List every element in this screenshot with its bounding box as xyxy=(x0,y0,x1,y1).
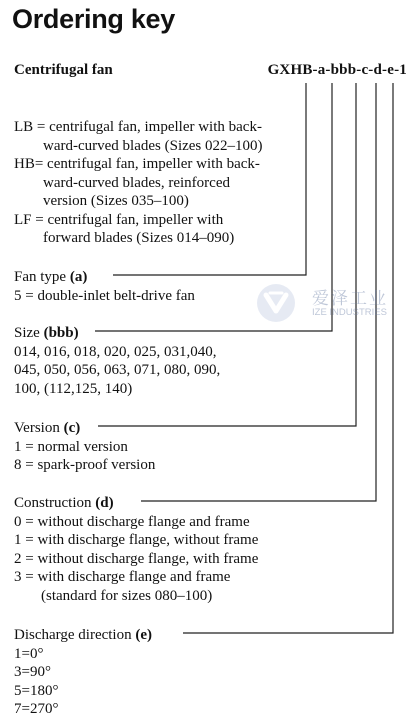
impeller-type-item: LF = centrifugal fan, impeller with xyxy=(14,211,224,228)
construction-code: (d) xyxy=(95,495,114,511)
impeller-type-item-continued: version (Sizes 035–100) xyxy=(43,193,189,209)
fan-type-option: 5 = double-inlet belt-drive fan xyxy=(14,287,195,304)
watermark-en-text: IZE INDUSTRIES xyxy=(312,307,387,318)
product-name: Centrifugal fan xyxy=(14,62,113,78)
construction-option: 2 = without discharge flange, with frame xyxy=(14,550,259,567)
size-section xyxy=(14,324,220,398)
version-heading: Version (c) xyxy=(14,420,81,436)
fan-type-heading: Fan type (a) xyxy=(14,269,88,285)
construction-option: 1 = with discharge flange, without frame xyxy=(14,532,259,548)
impeller-type-item: LB = centrifugal fan, impeller with back- xyxy=(14,119,262,135)
discharge-option: 1=0° xyxy=(14,645,44,662)
discharge-code: (e) xyxy=(135,627,153,643)
impeller-type-item-continued: ward-curved blades, reinforced xyxy=(43,174,230,191)
discharge-option: 7=270° xyxy=(14,701,59,717)
construction-heading: Construction (d) xyxy=(14,495,114,511)
watermark-logo-icon xyxy=(254,281,298,325)
size-values: 014, 016, 018, 020, 025, 031,040, xyxy=(14,343,217,360)
discharge-option: 5=180° xyxy=(14,682,59,699)
watermark xyxy=(250,281,400,325)
fan-type-code: (a) xyxy=(69,269,88,285)
discharge-heading: Discharge direction (e) xyxy=(14,627,153,643)
size-heading: Size (bbb) xyxy=(14,325,79,341)
impeller-type-item-continued: forward blades (Sizes 014–090) xyxy=(43,230,235,246)
construction-section xyxy=(14,494,258,605)
discharge-section xyxy=(14,626,152,719)
size-values: 100, (112,125, 140) xyxy=(14,380,133,397)
construction-option: 3 = with discharge flange and frame xyxy=(14,569,231,585)
version-option: 8 = spark-proof version xyxy=(14,457,156,473)
size-values: 045, 050, 056, 063, 071, 080, 090, xyxy=(14,362,221,378)
impeller-type-item-continued: ward-curved blades (Sizes 022–100) xyxy=(43,137,263,154)
construction-note: (standard for sizes 080–100) xyxy=(41,587,213,604)
version-section xyxy=(14,419,155,475)
size-code: (bbb) xyxy=(43,325,79,341)
watermark-cn-text: 爱泽工业 xyxy=(312,289,388,309)
version-code: (c) xyxy=(63,420,81,436)
page-title: Ordering key xyxy=(12,4,175,34)
fan-type-section xyxy=(14,268,195,305)
impeller-type-item: HB= centrifugal fan, impeller with back- xyxy=(14,156,260,172)
impeller-types-list xyxy=(14,118,263,248)
construction-option: 0 = without discharge flange and frame xyxy=(14,513,250,530)
order-code: GXHB-a-bbb-c-d-e-1 xyxy=(267,62,407,78)
version-option: 1 = normal version xyxy=(14,438,128,455)
discharge-option: 3=90° xyxy=(14,664,51,680)
